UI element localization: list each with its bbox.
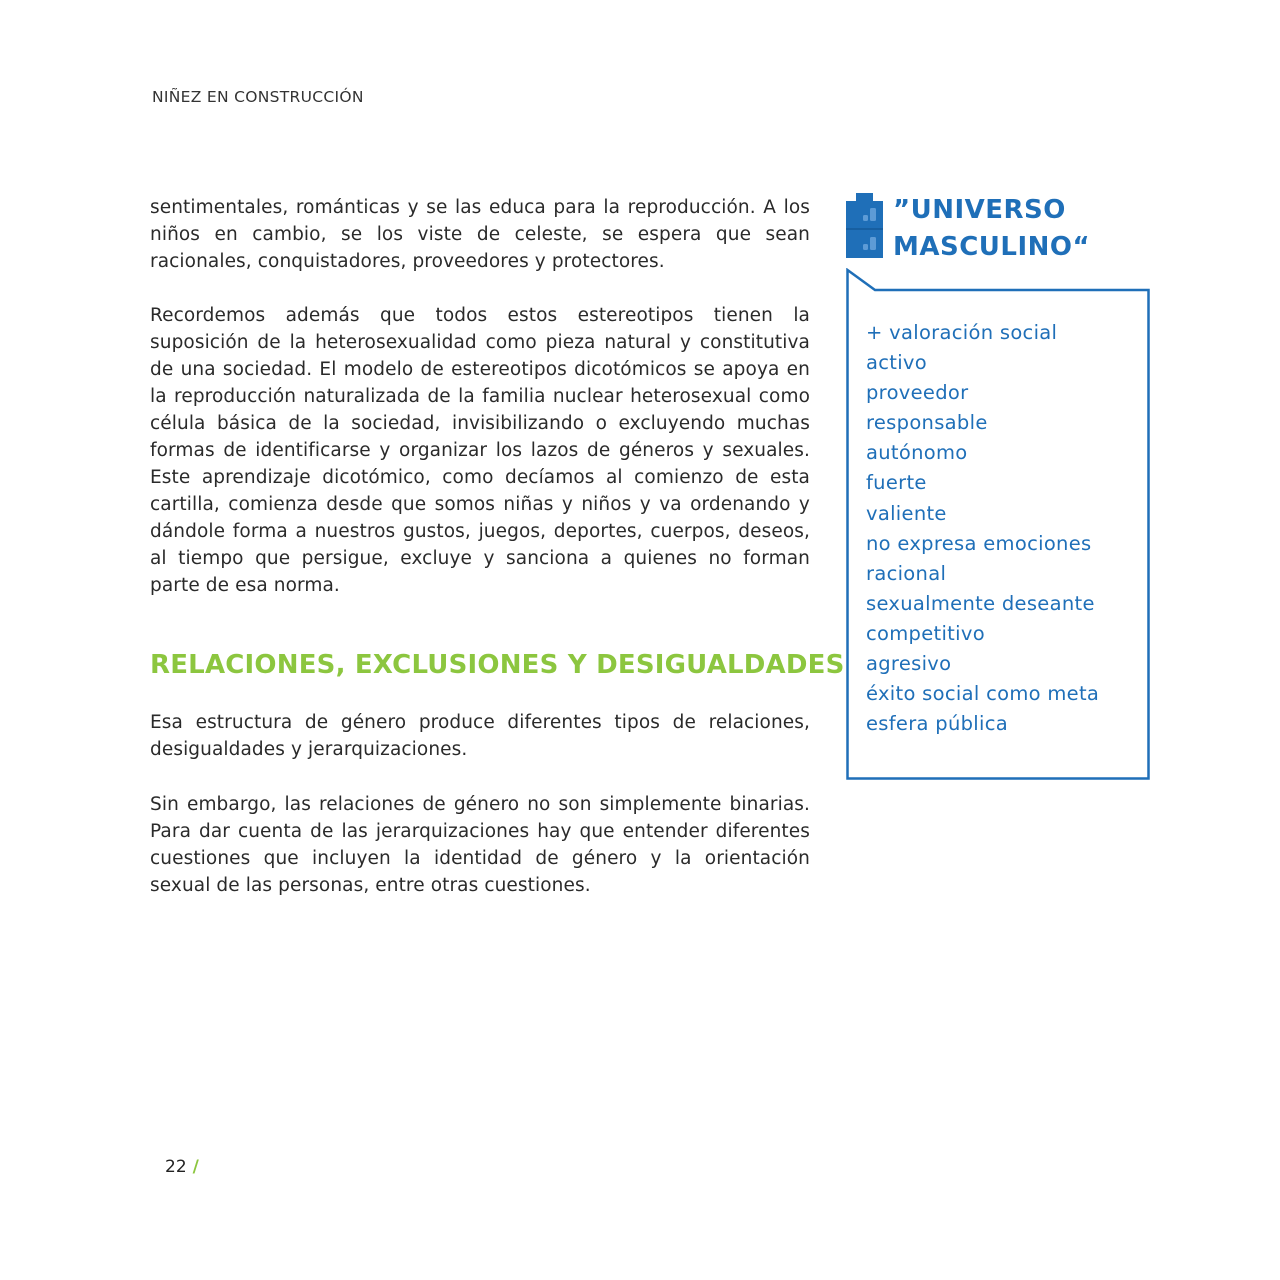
running-header: NIÑEZ EN CONSTRUCCIÓN [152, 88, 364, 106]
page-separator: / [192, 1157, 199, 1177]
building-blocks-icon [846, 193, 883, 258]
list-item: autónomo [866, 441, 968, 465]
paragraph-3 [150, 709, 810, 763]
paragraph-text: Sin embargo, las relaciones de género no son simplemente binarias. Para dar cuenta de las jerarquizaciones hay que entender diferentes cuestiones que incluyen la identidad de género y la orientación sexual de las personas, entre otras cuestiones. [150, 794, 810, 896]
list-item: no expresa emociones [866, 531, 1092, 555]
list-item: racional [866, 561, 947, 585]
section-heading: RELACIONES, EXCLUSIONES Y DESIGUALDADES [150, 650, 845, 680]
list-item: + valoración social [866, 321, 1058, 344]
aside-title-line: ”UNIVERSO [893, 195, 1066, 225]
list-item: éxito social como meta [866, 682, 1100, 706]
paragraph-text: Recordemos además que todos estos estereotipos tienen la suposición de la heterosexualidad como pieza natural y constitutiva de una sociedad. El modelo de estereotipos dicotómicos se apoya en la reproducción naturalizada de la familia nuclear heterosexual como célula básica de la sociedad, invisibilizando o excluyendo muchas formas de identificarse y organizar los lazos de géneros y sexuales. Este aprendizaje dicotómico, como decíamos al comienzo de esta cartilla, comienza desde que somos niñas y niños y va ordenando y dándole forma a nuestros gustos, juegos, deportes, cuerpos, deseos, al tiempo que persigue, excluye y sanciona a quienes no forman parte de esa norma. [150, 305, 810, 596]
paragraph-1 [150, 194, 810, 275]
list-item: valiente [866, 501, 947, 525]
paragraph-2 [150, 302, 810, 599]
list-item: competitivo [866, 621, 985, 645]
paragraph-text: Esa estructura de género produce diferentes tipos de relaciones, desigualdades y jerarquizaciones. [150, 712, 810, 760]
list-item: activo [866, 351, 928, 375]
aside-title [893, 192, 1090, 266]
aside-title-line: MASCULINO“ [893, 232, 1091, 262]
paragraph-text: sentimentales, románticas y se las educa para la reproducción. A los niños en cambio, se los viste de celeste, se espera que sean racionales, conquistadores, proveedores y protectores. [150, 197, 810, 272]
paragraph-4 [150, 791, 810, 899]
list-item: proveedor [866, 381, 969, 405]
page-number: 22 [165, 1157, 187, 1177]
trait-list [866, 318, 1099, 739]
list-item: esfera pública [866, 712, 1009, 736]
list-item: agresivo [866, 652, 952, 676]
page-footer [165, 1157, 199, 1177]
list-item: fuerte [866, 471, 927, 495]
list-item: responsable [866, 411, 988, 435]
list-item: sexualmente deseante [866, 591, 1095, 615]
